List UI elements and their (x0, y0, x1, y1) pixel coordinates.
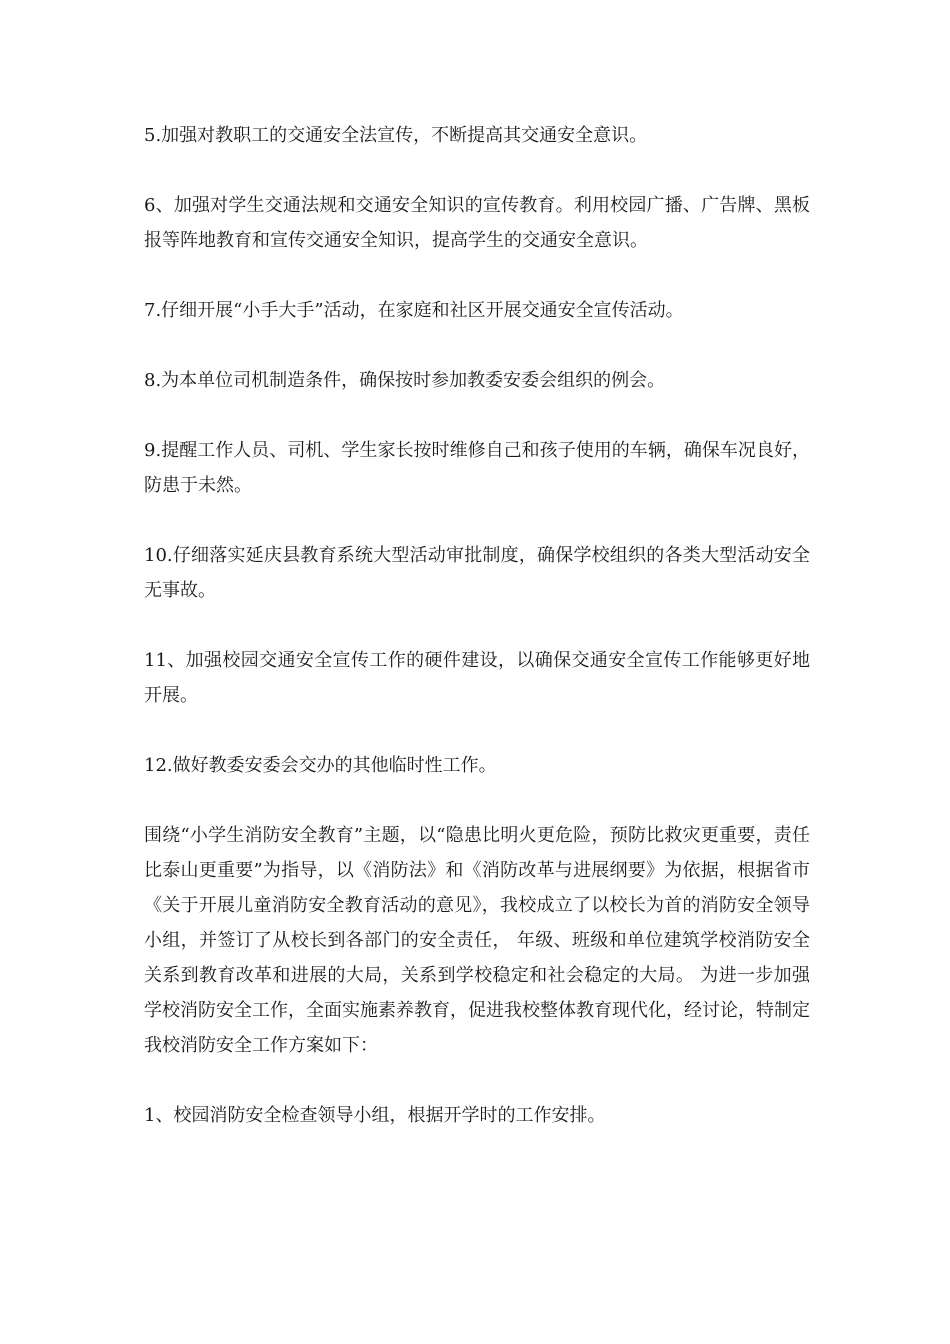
paragraph-item-8: 8.为本单位司机制造条件，确保按时参加教委安委会组织的例会。 (144, 370, 666, 391)
paragraph-fire-safety-item-1: 1、校园消防安全检查领导小组，根据开学时的工作安排。 (144, 1105, 606, 1126)
paragraph-fire-safety-intro: 围绕“小学生消防安全教育”主题，以“隐患比明火更危险，预防比救灾更重要，责任比泰山更重要”为指导，以《消防法》和《消防改革与进展纲要》为依据，根据省市《关于开展儿童消防安全教育活动的意见》，我校成立了以校长为首的消防安全领导小组，并签订了从校长到各部门的安全责任， 年级、班级和单位建筑学校消防安全关系到教育改革和进展的大局，关系到学校稳定和社会稳定的大局。 为进一步加强学校消防安全工作，全面实施素养教育，促进我校整体教育现代化，经讨论，特制定我校消防安全工作方案如下： (144, 825, 810, 1056)
paragraph-item-11: 11、加强校园交通安全宣传工作的硬件建设，以确保交通安全宣传工作能够更好地开展。 (144, 650, 810, 706)
paragraph-item-5: 5.加强对教职工的交通安全法宣传，不断提高其交通安全意识。 (144, 125, 648, 146)
paragraph-item-10: 10.仔细落实延庆县教育系统大型活动审批制度，确保学校组织的各类大型活动安全无事故。 (144, 545, 810, 601)
paragraph-item-6: 6、加强对学生交通法规和交通安全知识的宣传教育。利用校园广播、广告牌、黑板报等阵地教育和宣传交通安全知识，提高学生的交通安全意识。 (144, 195, 810, 251)
paragraph-item-7: 7.仔细开展“小手大手”活动，在家庭和社区开展交通安全宣传活动。 (144, 300, 684, 321)
paragraph-item-9: 9.提醒工作人员、司机、学生家长按时维修自己和孩子使用的车辆，确保车况良好，防患于未然。 (144, 440, 810, 496)
paragraph-item-12: 12.做好教委安委会交办的其他临时性工作。 (144, 755, 497, 776)
document-body (144, 118, 810, 1133)
